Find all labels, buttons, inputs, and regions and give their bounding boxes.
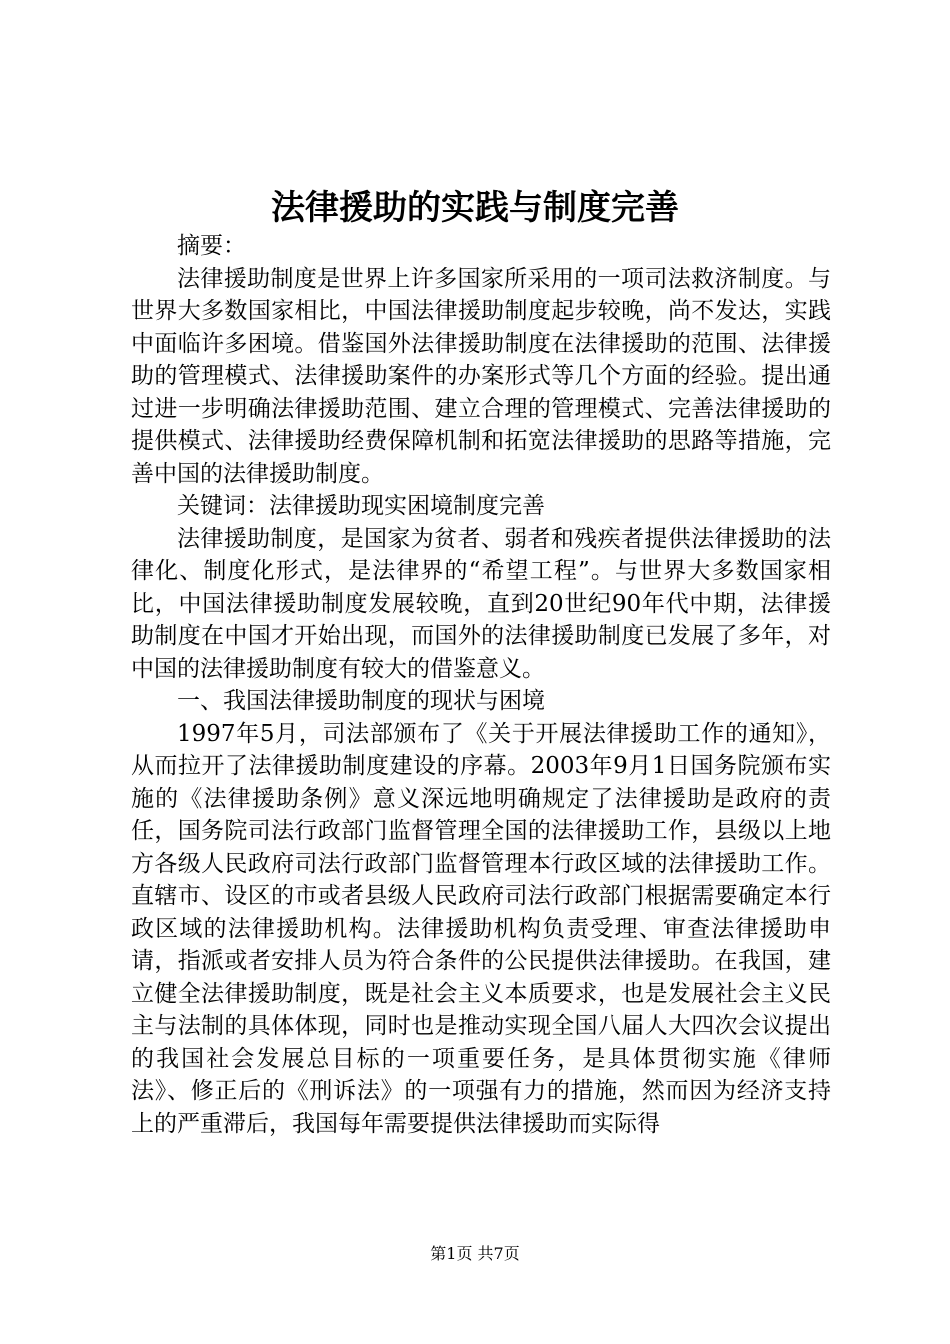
intro-paragraph: 法律援助制度，是国家为贫者、弱者和残疾者提供法律援助的法律化、制度化形式，是法律界的“希望工程”。与世界大多数国家相比，中国法律援助制度发展较晚，直到20世纪90年代中期，法律援助制度在中国才开始出现，而国外的法律援助制度已发展了多年，对中国的法律援助制度有较大的借鉴意义。: [131, 525, 831, 682]
document-body: [131, 230, 831, 1140]
abstract-heading: 摘要：: [177, 233, 246, 259]
keywords-paragraph: 关键词：法律援助现实困境制度完善: [177, 493, 545, 519]
document-title: 法律援助的实践与制度完善: [271, 188, 679, 228]
abstract-paragraph: 法律援助制度是世界上许多国家所采用的一项司法救济制度。与世界大多数国家相比，中国法律援助制度起步较晚，尚不发达，实践中面临许多困境。借鉴国外法律援助制度在法律援助的范围、法律援助的管理模式、法律援助案件的办案形式等几个方面的经验。提出通过进一步明确法律援助范围、建立合理的管理模式、完善法律援助的提供模式、法律援助经费保障机制和拓宽法律援助的思路等措施，完善中国的法律援助制度。: [131, 265, 831, 487]
section-heading-1: 一、我国法律援助制度的现状与困境: [177, 688, 545, 714]
section-1-paragraph: 1997年5月，司法部颁布了《关于开展法律援助工作的通知》，从而拉开了法律援助制度建设的序幕。2003年9月1日国务院颁布实施的《法律援助条例》意义深远地明确规定了法律援助是政府的责任，国务院司法行政部门监督管理全国的法律援助工作，县级以上地方各级人民政府司法行政部门监督管理本行政区域的法律援助工作。直辖市、设区的市或者县级人民政府司法行政部门根据需要确定本行政区域的法律援助机构。法律援助机构负责受理、审查法律援助申请，指派或者安排人员为符合条件的公民提供法律援助。在我国，建立健全法律援助制度，既是社会主义本质要求，也是发展社会主义民主与法制的具体体现，同时也是推动实现全国八届人大四次会议提出的我国社会发展总目标的一项重要任务，是具体贯彻实施《律师法》、修正后的《刑诉法》的一项强有力的措施，然而因为经济支持上的严重滞后，我国每年需要提供法律援助而实际得: [131, 720, 831, 1137]
page-footer: 第1页 共7页: [430, 1244, 520, 1263]
